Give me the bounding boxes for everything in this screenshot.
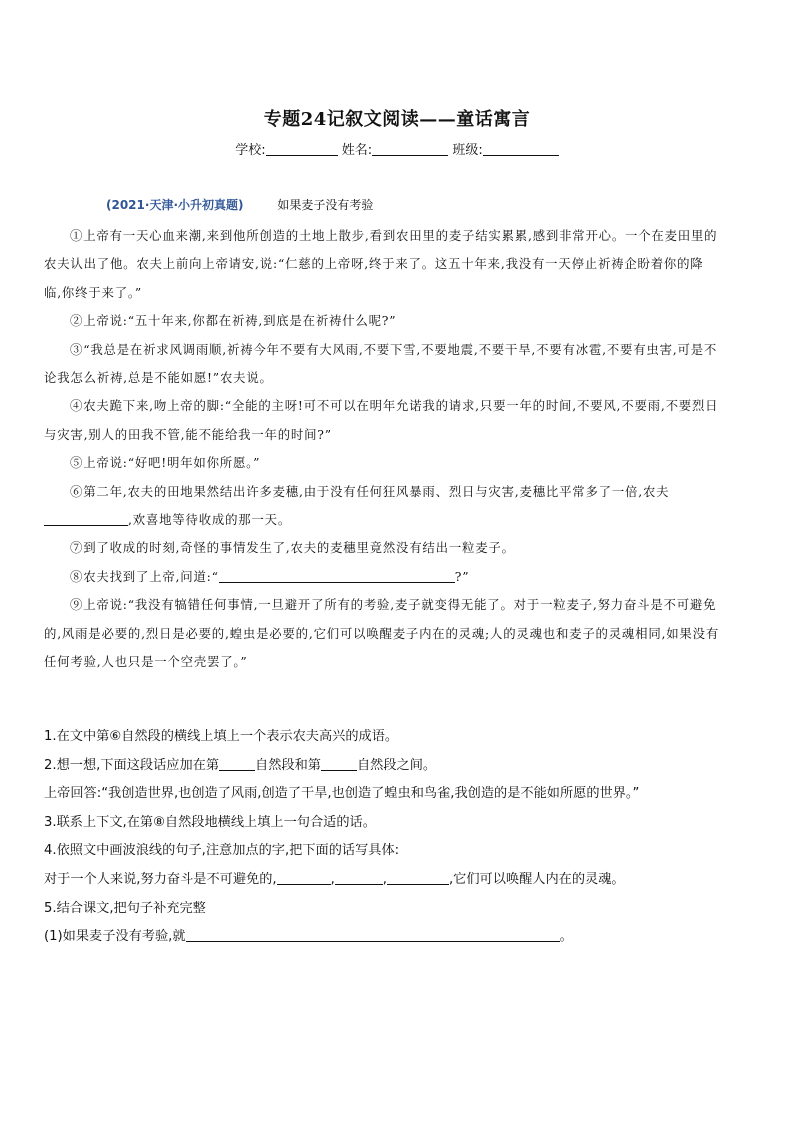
story-paragraph-4: ④农夫跪下来,吻上帝的脚:“全能的主呀!可不可以在明年允诺我的请求,只要一年的时间,不要风,不要雨,不要烈日与灾害,别人的田我不管,能不能给我一年的时间?” — [44, 398, 719, 442]
story-paragraph-6-text-a: ⑥第二年,农夫的田地果然结出许多麦穗,由于没有任何狂风暴雨、烈日与灾害,麦穗比平常多了一倍,农夫 — [70, 483, 670, 499]
name-label: 姓名: — [341, 143, 373, 158]
question-5-item-1-text-b: 。 — [559, 929, 573, 945]
story-paragraph-3: ③“我总是在祈求风调雨顺,祈祷今年不要有大风雨,不要下雪,不要地震,不要干旱,不要有冰雹,不要有虫害,可是不论我怎么祈祷,总是不能如愿!”农夫说。 — [44, 341, 718, 386]
question-4-sentence — [44, 866, 720, 895]
story-paragraph-2: ②上帝说:“五十年来,你都在祈祷,到底是在祈祷什么呢?” — [70, 313, 397, 329]
question-4: 4.依照文中画波浪线的句子,注意加点的字,把下面的话写具体: — [44, 843, 400, 859]
question-4-text-a: 对于一个人来说,努力奋斗是不可避免的, — [44, 871, 277, 887]
class-field[interactable] — [483, 142, 559, 156]
story-text — [44, 222, 720, 677]
question-2-text-c: 自然段之间。 — [356, 757, 437, 773]
question-1: 1.在文中第⑥自然段的横线上填上一个表示农夫高兴的成语。 — [44, 729, 399, 744]
question-5: 5.结合课文,把句子补充完整 — [44, 900, 206, 916]
paragraph-number-blank-2[interactable] — [321, 756, 357, 771]
question-4-separator-1: , — [330, 871, 335, 887]
question-4-separator-2: , — [382, 871, 387, 887]
question-answer-blank[interactable] — [219, 568, 455, 583]
question-3: 3.联系上下文,在第⑧自然段地横线上填上一句合适的话。 — [44, 814, 376, 830]
paragraph-number-blank-1[interactable] — [219, 756, 255, 771]
page-title: 专题24记叙文阅读——童话寓言 — [263, 109, 531, 130]
question-5-item-1 — [44, 923, 720, 952]
story-paragraph-8 — [44, 563, 720, 591]
rewrite-blank-1[interactable] — [277, 870, 331, 885]
idiom-answer-blank[interactable] — [44, 511, 128, 526]
rewrite-blank-3[interactable] — [387, 870, 449, 885]
student-info-line — [0, 139, 794, 158]
story-paragraph-8-text-b: ?” — [454, 568, 470, 584]
story-title: 如果麦子没有考验 — [277, 198, 374, 212]
story-paragraph-5: ⑤上帝说:“好吧!明年如你所愿。” — [70, 455, 261, 471]
source-line — [106, 196, 373, 213]
question-2 — [44, 752, 720, 781]
story-paragraph-8-text-a: ⑧农夫找到了上帝,问道:“ — [70, 568, 219, 584]
questions-section — [44, 723, 720, 952]
name-field[interactable] — [372, 142, 448, 156]
story-paragraph-6-text-b: ,欢喜地等待收成的那一天。 — [128, 512, 292, 528]
question-2-text-b: 自然段和第 — [255, 757, 321, 773]
story-paragraph-6 — [44, 478, 720, 535]
completion-blank[interactable] — [186, 927, 560, 942]
question-5-item-1-text-a: (1)如果麦子没有考验,就 — [44, 929, 186, 945]
class-label: 班级: — [452, 143, 483, 158]
question-4-text-b: ,它们可以唤醒人内在的灵魂。 — [448, 871, 625, 887]
story-paragraph-7: ⑦到了收成的时刻,奇怪的事情发生了,农夫的麦穗里竟然没有结出一粒麦子。 — [70, 540, 515, 556]
question-2-text-a: 2.想一想,下面这段话应加在第 — [44, 757, 220, 773]
school-label: 学校: — [235, 143, 266, 158]
school-field[interactable] — [266, 142, 338, 156]
source-tag: (2021·天津·小升初真题) — [106, 198, 244, 212]
rewrite-blank-2[interactable] — [335, 870, 383, 885]
story-paragraph-9: ⑨上帝说:“我没有犒错任何事情,一旦避开了所有的考验,麦子就变得无能了。对于一粒麦子,努力奋斗是不可避免的,风雨是必要的,烈日是必要的,蝗虫是必要的,它们可以唤醒麦子内在的灵魂;人的灵魂也和麦子的灵魂相同,如果没有任何考验,人也只是一个空壳罢了。” — [44, 597, 720, 670]
story-paragraph-1: ①上帝有一天心血来潮,来到他所创造的土地上散步,看到农田里的麦子结实累累,感到非常开心。一个在麦田里的农夫认出了他。农夫上前向上帝请安,说:“仁慈的上帝呀,终于来了。这五十年来,我没有一天停止祈祷企盼着你的降临,你终于来了。” — [44, 228, 718, 300]
question-2-quote: 上帝回答:“我创造世界,也创造了风雨,创造了干旱,也创造了蝗虫和鸟雀,我创造的是不能如所愿的世界。” — [44, 786, 640, 802]
